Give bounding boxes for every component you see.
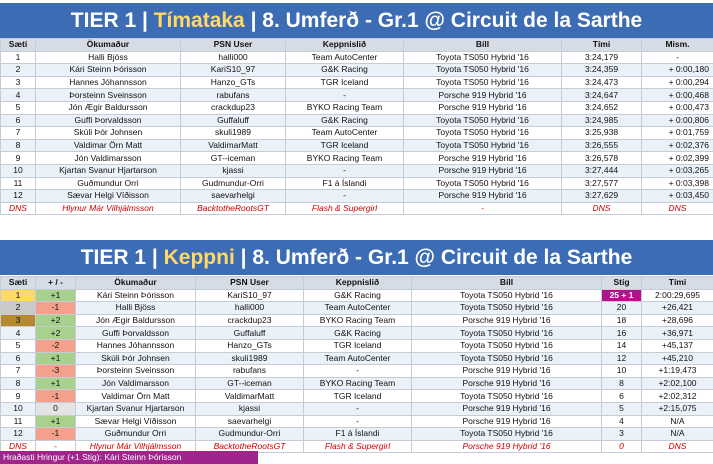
- cell-position: DNS: [1, 202, 36, 215]
- cell-car: Toyota TS050 Hybrid '16: [404, 114, 562, 127]
- cell-change: +1: [36, 352, 76, 365]
- cell-team: G&K Racing: [286, 64, 404, 77]
- cell-position: 8: [1, 139, 36, 152]
- cell-driver: Guðmundur Orri: [36, 177, 181, 190]
- cell-gap: + 0:02,399: [642, 152, 713, 165]
- cell-car: Toyota TS050 Hybrid '16: [412, 302, 602, 315]
- cell-position: 6: [1, 352, 36, 365]
- cell-car: Toyota TS050 Hybrid '16: [412, 339, 602, 352]
- col-header-car: Bíll: [412, 277, 602, 290]
- cell-change: -1: [36, 302, 76, 315]
- table-row: [1, 365, 713, 378]
- cell-change: +2: [36, 327, 76, 340]
- cell-psn: crackdup23: [196, 314, 304, 327]
- cell-driver: Guðmundur Orri: [76, 428, 196, 441]
- cell-time: +1:19,473: [642, 365, 713, 378]
- cell-change: -2: [36, 339, 76, 352]
- cell-position: 11: [1, 177, 36, 190]
- qualifying-title-prefix: TIER 1 |: [70, 9, 154, 32]
- col-header-position: Sæti: [1, 39, 36, 52]
- col-header-gap: Mism.: [642, 39, 713, 52]
- cell-time: DNS: [562, 202, 642, 215]
- cell-position: 1: [1, 51, 36, 64]
- cell-points: 25 + 1: [602, 289, 642, 302]
- table-row: [1, 177, 713, 190]
- race-results-table: [0, 276, 713, 453]
- cell-team: -: [304, 402, 412, 415]
- fastest-lap-note: Hraðasti Hringur (+1 Stig): Kári Steinn Þórisson: [0, 451, 258, 464]
- cell-time: DNS: [642, 440, 713, 453]
- cell-driver: Valdimar Örn Matt: [36, 139, 181, 152]
- cell-psn: saevarhelgi: [181, 190, 286, 203]
- col-header-team: Keppnislið: [304, 277, 412, 290]
- cell-points: 18: [602, 314, 642, 327]
- cell-team: -: [286, 164, 404, 177]
- cell-time: +2:15,075: [642, 402, 713, 415]
- cell-gap: + 0:00,180: [642, 64, 713, 77]
- table-row: [1, 190, 713, 203]
- qualifying-title-suffix: | 8. Umferð - Gr.1 @ Circuit de la Sarthe: [244, 9, 643, 32]
- cell-points: 3: [602, 428, 642, 441]
- qualifying-header-row: [1, 39, 713, 52]
- cell-psn: Gudmundur-Orri: [196, 428, 304, 441]
- cell-driver: Jón Valdimarsson: [76, 377, 196, 390]
- cell-team: Team AutoCenter: [286, 51, 404, 64]
- cell-gap: + 0:00,468: [642, 89, 713, 102]
- cell-position: 3: [1, 76, 36, 89]
- cell-time: 3:27,629: [562, 190, 642, 203]
- cell-position: 10: [1, 402, 36, 415]
- cell-driver: Kári Steinn Þórisson: [76, 289, 196, 302]
- cell-psn: Guffaluff: [181, 114, 286, 127]
- cell-car: Porsche 919 Hybrid '16: [412, 440, 602, 453]
- table-row: [1, 390, 713, 403]
- cell-psn: crackdup23: [181, 101, 286, 114]
- cell-driver: Sævar Helgi Víðisson: [36, 190, 181, 203]
- cell-driver: Jón Ægir Baldursson: [36, 101, 181, 114]
- cell-change: 0: [36, 402, 76, 415]
- cell-team: Flash & Supergirl: [286, 202, 404, 215]
- cell-team: G&K Racing: [304, 327, 412, 340]
- cell-time: 3:27,577: [562, 177, 642, 190]
- cell-change: +1: [36, 377, 76, 390]
- cell-psn: halli000: [181, 51, 286, 64]
- col-header-team: Keppnislið: [286, 39, 404, 52]
- cell-time: +36,971: [642, 327, 713, 340]
- cell-driver: Guffi Þorvaldsson: [76, 327, 196, 340]
- cell-car: Porsche 919 Hybrid '16: [412, 402, 602, 415]
- cell-driver: Halli Bjöss: [36, 51, 181, 64]
- cell-time: 3:24,179: [562, 51, 642, 64]
- cell-psn: saevarhelgi: [196, 415, 304, 428]
- cell-time: 3:24,985: [562, 114, 642, 127]
- cell-psn: Gudmundur-Orri: [181, 177, 286, 190]
- cell-driver: Valdimar Örn Matt: [76, 390, 196, 403]
- cell-psn: Guffaluff: [196, 327, 304, 340]
- cell-driver: Guffi Þorvaldsson: [36, 114, 181, 127]
- dns-row: [1, 202, 713, 215]
- col-header-points: Stig: [602, 277, 642, 290]
- cell-driver: Kári Steinn Þórisson: [36, 64, 181, 77]
- col-header-psn: PSN User: [196, 277, 304, 290]
- cell-time: +28,696: [642, 314, 713, 327]
- col-header-car: Bíll: [404, 39, 562, 52]
- cell-psn: rabufans: [196, 365, 304, 378]
- cell-points: 12: [602, 352, 642, 365]
- cell-time: +26,421: [642, 302, 713, 315]
- cell-time: +45,210: [642, 352, 713, 365]
- cell-position: 8: [1, 377, 36, 390]
- cell-position: 12: [1, 428, 36, 441]
- cell-driver: Hannes Jóhannsson: [76, 339, 196, 352]
- cell-car: -: [404, 202, 562, 215]
- cell-points: 20: [602, 302, 642, 315]
- cell-position: 7: [1, 127, 36, 140]
- qualifying-title: [0, 3, 713, 38]
- cell-change: -: [36, 440, 76, 453]
- cell-change: +1: [36, 289, 76, 302]
- table-row: [1, 289, 713, 302]
- cell-psn: KariS10_97: [196, 289, 304, 302]
- cell-car: Porsche 919 Hybrid '16: [412, 415, 602, 428]
- cell-driver: Þorsteinn Sveinsson: [36, 89, 181, 102]
- cell-points: 5: [602, 402, 642, 415]
- cell-car: Toyota TS050 Hybrid '16: [404, 139, 562, 152]
- cell-gap: + 0:02,376: [642, 139, 713, 152]
- col-header-driver: Ökumaður: [76, 277, 196, 290]
- race-header-row: [1, 277, 713, 290]
- cell-team: TGR Iceland: [286, 76, 404, 89]
- col-header-driver: Ökumaður: [36, 39, 181, 52]
- cell-time: 3:24,473: [562, 76, 642, 89]
- cell-psn: kjassi: [181, 164, 286, 177]
- cell-time: +45,137: [642, 339, 713, 352]
- cell-position: 10: [1, 164, 36, 177]
- cell-gap: + 0:03,450: [642, 190, 713, 203]
- cell-gap: + 0:00,806: [642, 114, 713, 127]
- cell-team: TGR Iceland: [286, 139, 404, 152]
- cell-position: 2: [1, 64, 36, 77]
- table-row: [1, 51, 713, 64]
- table-row: [1, 314, 713, 327]
- cell-psn: ValdimarMatt: [181, 139, 286, 152]
- cell-time: N/A: [642, 415, 713, 428]
- table-row: [1, 76, 713, 89]
- table-row: [1, 327, 713, 340]
- cell-driver: Sævar Helgi Víðisson: [76, 415, 196, 428]
- cell-gap: + 0:03,265: [642, 164, 713, 177]
- cell-team: -: [286, 89, 404, 102]
- cell-driver: Kjartan Svanur Hjartarson: [76, 402, 196, 415]
- col-header-time: Tími: [642, 277, 713, 290]
- table-row: [1, 402, 713, 415]
- cell-car: Toyota TS050 Hybrid '16: [412, 428, 602, 441]
- cell-team: BYKO Racing Team: [304, 314, 412, 327]
- cell-time: 3:24,647: [562, 89, 642, 102]
- cell-points: 14: [602, 339, 642, 352]
- cell-time: 3:27,444: [562, 164, 642, 177]
- cell-driver: Þorsteinn Sveinsson: [76, 365, 196, 378]
- race-session-name: Keppni: [163, 246, 235, 269]
- cell-car: Porsche 919 Hybrid '16: [412, 365, 602, 378]
- cell-gap: + 0:00,294: [642, 76, 713, 89]
- qualifying-results-table: [0, 38, 713, 215]
- cell-change: -3: [36, 365, 76, 378]
- cell-change: -1: [36, 390, 76, 403]
- cell-team: -: [304, 365, 412, 378]
- cell-driver: Hlynur Már Vilhjálmsson: [36, 202, 181, 215]
- cell-car: Porsche 919 Hybrid '16: [404, 101, 562, 114]
- cell-team: Team AutoCenter: [304, 352, 412, 365]
- col-header-time: Tími: [562, 39, 642, 52]
- cell-points: 10: [602, 365, 642, 378]
- table-row: [1, 64, 713, 77]
- table-row: [1, 152, 713, 165]
- cell-team: G&K Racing: [286, 114, 404, 127]
- table-row: [1, 89, 713, 102]
- cell-position: 5: [1, 101, 36, 114]
- cell-gap: DNS: [642, 202, 713, 215]
- cell-team: BYKO Racing Team: [286, 101, 404, 114]
- cell-car: Porsche 919 Hybrid '16: [412, 377, 602, 390]
- cell-driver: Halli Bjöss: [76, 302, 196, 315]
- cell-psn: GT--iceman: [196, 377, 304, 390]
- table-row: [1, 127, 713, 140]
- cell-car: Toyota TS050 Hybrid '16: [412, 390, 602, 403]
- cell-points: 8: [602, 377, 642, 390]
- cell-car: Porsche 919 Hybrid '16: [412, 314, 602, 327]
- table-row: [1, 415, 713, 428]
- cell-car: Toyota TS050 Hybrid '16: [404, 177, 562, 190]
- cell-team: -: [286, 190, 404, 203]
- cell-car: Toyota TS050 Hybrid '16: [404, 51, 562, 64]
- cell-car: Porsche 919 Hybrid '16: [404, 164, 562, 177]
- cell-position: 3: [1, 314, 36, 327]
- col-header-psn: PSN User: [181, 39, 286, 52]
- cell-position: 4: [1, 327, 36, 340]
- table-row: [1, 352, 713, 365]
- cell-team: -: [304, 415, 412, 428]
- qualifying-session-name: Tímataka: [153, 9, 245, 32]
- cell-position: 7: [1, 365, 36, 378]
- race-title: [0, 240, 713, 275]
- cell-psn: rabufans: [181, 89, 286, 102]
- cell-car: Toyota TS050 Hybrid '16: [404, 64, 562, 77]
- cell-psn: halli000: [196, 302, 304, 315]
- cell-gap: + 0:03,398: [642, 177, 713, 190]
- table-row: [1, 377, 713, 390]
- cell-car: Toyota TS050 Hybrid '16: [412, 289, 602, 302]
- cell-time: +2:02,100: [642, 377, 713, 390]
- cell-driver: Jón Valdimarsson: [36, 152, 181, 165]
- cell-time: 3:26,555: [562, 139, 642, 152]
- cell-time: 3:26,578: [562, 152, 642, 165]
- cell-driver: Kjartan Svanur Hjartarson: [36, 164, 181, 177]
- cell-psn: KariS10_97: [181, 64, 286, 77]
- cell-time: 3:25,938: [562, 127, 642, 140]
- cell-driver: Hlynur Már Vilhjálmsson: [76, 440, 196, 453]
- cell-time: 3:24,359: [562, 64, 642, 77]
- cell-points: 4: [602, 415, 642, 428]
- table-row: [1, 101, 713, 114]
- cell-driver: Jón Ægir Baldursson: [76, 314, 196, 327]
- cell-psn: BacktotheRootsGT: [181, 202, 286, 215]
- cell-position: 1: [1, 289, 36, 302]
- cell-position: 4: [1, 89, 36, 102]
- cell-psn: BacktotheRootsGT: [196, 440, 304, 453]
- cell-points: 16: [602, 327, 642, 340]
- cell-time: N/A: [642, 428, 713, 441]
- cell-psn: skuli1989: [181, 127, 286, 140]
- table-row: [1, 139, 713, 152]
- cell-position: 9: [1, 152, 36, 165]
- cell-gap: + 0:00,473: [642, 101, 713, 114]
- cell-gap: + 0:01,759: [642, 127, 713, 140]
- col-header-change: + / -: [36, 277, 76, 290]
- cell-position: DNS: [1, 440, 36, 453]
- cell-team: TGR Iceland: [304, 390, 412, 403]
- cell-car: Porsche 919 Hybrid '16: [404, 190, 562, 203]
- table-row: [1, 428, 713, 441]
- cell-points: 6: [602, 390, 642, 403]
- cell-position: 2: [1, 302, 36, 315]
- cell-car: Toyota TS050 Hybrid '16: [404, 76, 562, 89]
- cell-position: 5: [1, 339, 36, 352]
- cell-position: 9: [1, 390, 36, 403]
- cell-change: +1: [36, 415, 76, 428]
- cell-position: 11: [1, 415, 36, 428]
- cell-team: F1 á Íslandi: [304, 428, 412, 441]
- cell-time: 2:00:29,695: [642, 289, 713, 302]
- cell-team: Flash & Supergirl: [304, 440, 412, 453]
- cell-change: -1: [36, 428, 76, 441]
- cell-car: Toyota TS050 Hybrid '16: [404, 127, 562, 140]
- cell-driver: Skúli Þór Johnsen: [76, 352, 196, 365]
- cell-car: Toyota TS050 Hybrid '16: [412, 352, 602, 365]
- cell-car: Toyota TS050 Hybrid '16: [412, 327, 602, 340]
- cell-gap: -: [642, 51, 713, 64]
- cell-position: 12: [1, 190, 36, 203]
- table-row: [1, 164, 713, 177]
- cell-team: F1 á Íslandi: [286, 177, 404, 190]
- cell-psn: Hanzo_GTs: [181, 76, 286, 89]
- cell-psn: Hanzo_GTs: [196, 339, 304, 352]
- cell-team: Team AutoCenter: [286, 127, 404, 140]
- cell-team: TGR Iceland: [304, 339, 412, 352]
- cell-time: +2:02,312: [642, 390, 713, 403]
- table-row: [1, 302, 713, 315]
- cell-time: 3:24,652: [562, 101, 642, 114]
- cell-psn: skuli1989: [196, 352, 304, 365]
- table-row: [1, 339, 713, 352]
- cell-position: 6: [1, 114, 36, 127]
- cell-car: Porsche 919 Hybrid '16: [404, 89, 562, 102]
- cell-psn: GT--iceman: [181, 152, 286, 165]
- cell-change: +2: [36, 314, 76, 327]
- race-title-prefix: TIER 1 |: [80, 246, 164, 269]
- cell-driver: Hannes Jóhannsson: [36, 76, 181, 89]
- race-title-suffix: | 8. Umferð - Gr.1 @ Circuit de la Sarthe: [234, 246, 633, 269]
- cell-psn: ValdimarMatt: [196, 390, 304, 403]
- cell-points: 0: [602, 440, 642, 453]
- table-row: [1, 114, 713, 127]
- cell-team: BYKO Racing Team: [304, 377, 412, 390]
- cell-car: Porsche 919 Hybrid '16: [404, 152, 562, 165]
- cell-team: G&K Racing: [304, 289, 412, 302]
- cell-psn: kjassi: [196, 402, 304, 415]
- cell-team: Team AutoCenter: [304, 302, 412, 315]
- cell-driver: Skúli Þór Johnsen: [36, 127, 181, 140]
- col-header-position: Sæti: [1, 277, 36, 290]
- cell-team: BYKO Racing Team: [286, 152, 404, 165]
